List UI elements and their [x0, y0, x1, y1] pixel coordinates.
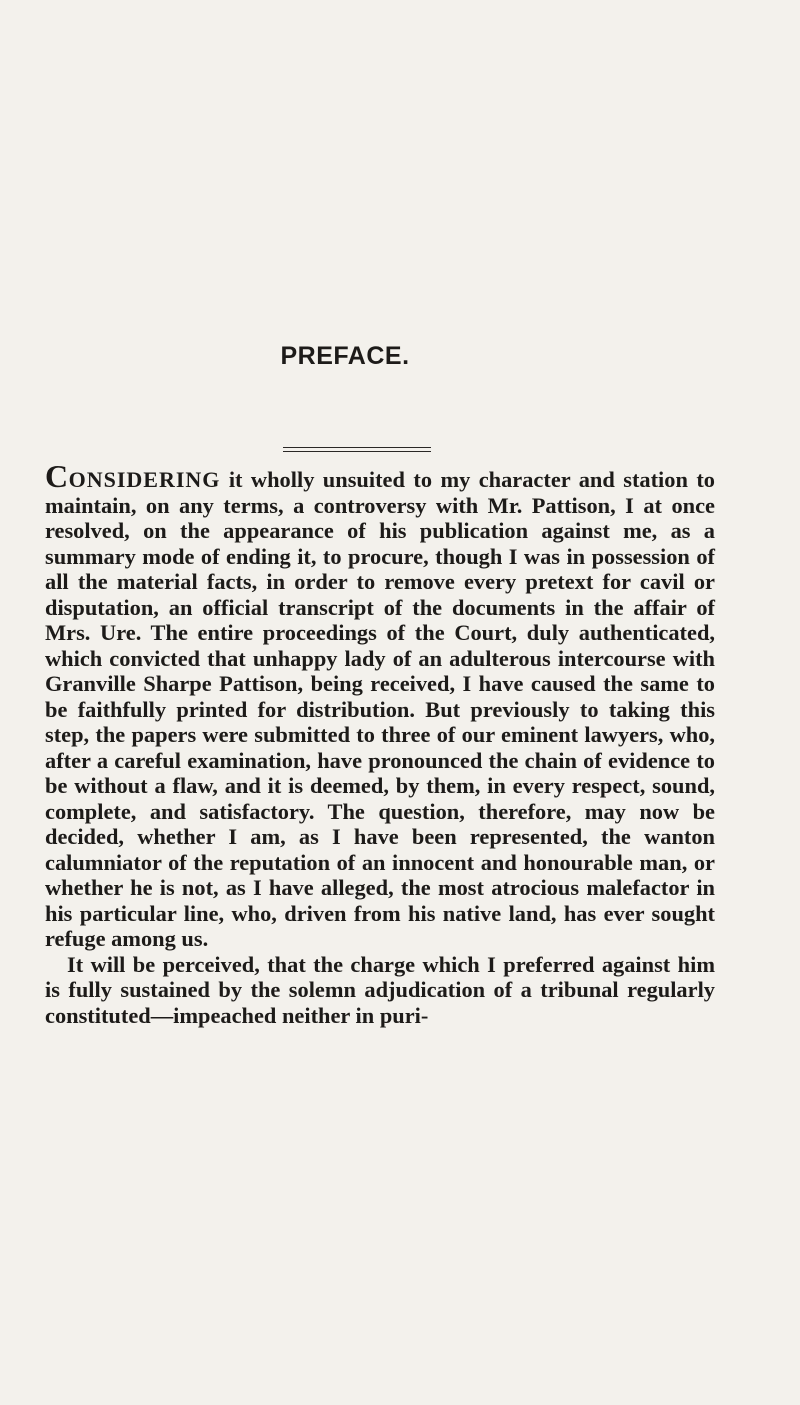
title-rule-bottom: [283, 451, 431, 452]
paragraph-1: [45, 458, 715, 952]
title-rule-top: [283, 447, 431, 448]
initial-letter: C: [45, 458, 69, 494]
page-title: PREFACE.: [280, 342, 410, 370]
preface-body: [45, 458, 715, 1028]
paragraph-2: It will be perceived, that the charge which I preferred against him is fully sustained by the solemn adjudication of a tribunal regularly constituted—impeached neither in puri-: [45, 951, 715, 1028]
paragraph-1-text: it wholly unsuited to my character and station to maintain, on any terms, a controversy with Mr. Pattison, I at once resolved, on the appearance of his publication against me, as a summary mode of ending it, to procure, though I was in possession of all the material facts, in order to remove every pretext for cavil or disputation, an official transcript of the documents in the affair of Mrs. Ure. The entire proceedings of the Court, duly authenticated, which convicted that unhappy lady of an adulterous intercourse with Granville Sharpe Pattison, being received, I have caused the same to be faithfully printed for distribution. But previously to taking this step, the papers were submitted to three of our eminent lawyers, who, after a careful examination, have pronounced the chain of evidence to be without a flaw, and it is deemed, by them, in every respect, sound, complete, and satisfactory. The question, therefore, may now be decided, whether I am, as I have been represented, the wanton calumniator of the reputation of an innocent and honourable man, or whether he is not, as I have alleged, the most atrocious malefactor in his particular line, who, driven from his native land, has ever sought refuge among us.: [45, 467, 715, 951]
opening-word: ONSIDERING: [68, 467, 221, 492]
